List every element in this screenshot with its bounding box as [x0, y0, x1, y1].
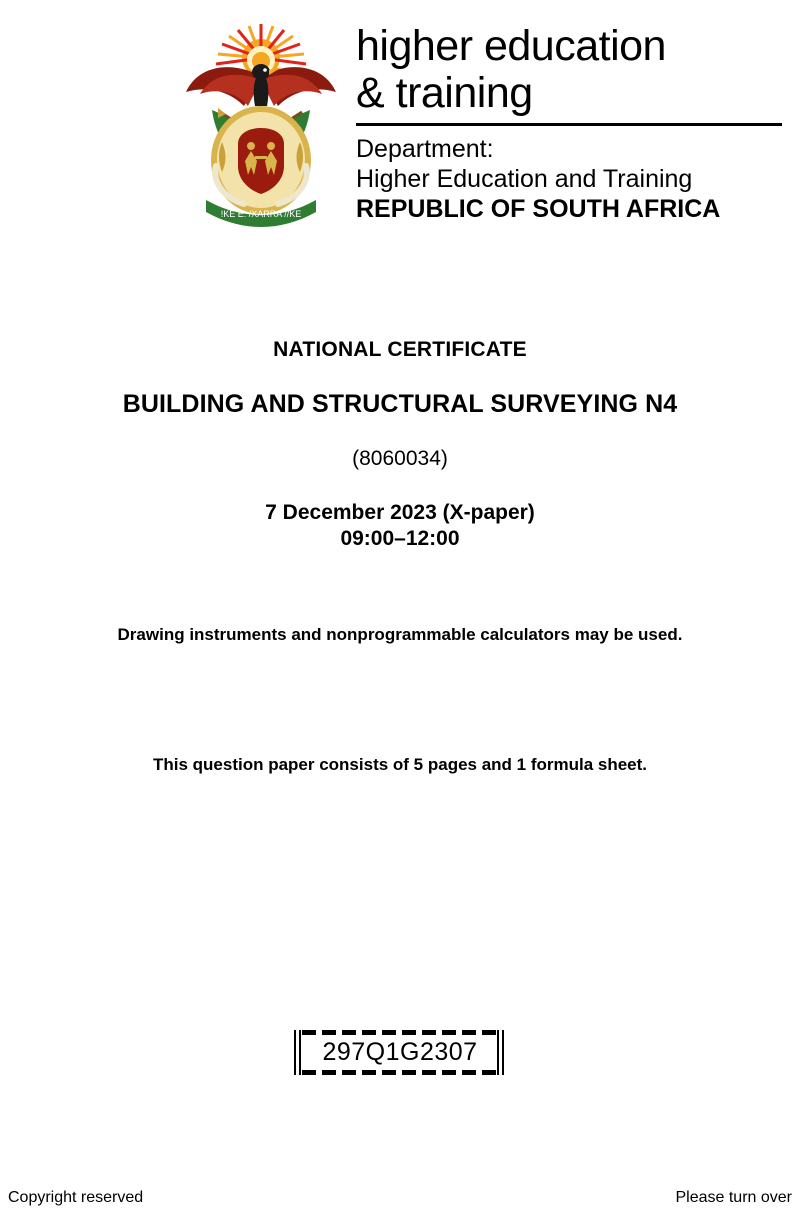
page-count-note: This question paper consists of 5 pages and 1 formula sheet. [152, 755, 648, 774]
page-footer [0, 1189, 800, 1207]
stamp-left-bars [294, 1030, 303, 1075]
certificate-title: NATIONAL CERTIFICATE [273, 338, 527, 361]
south-african-coat-of-arms-icon [172, 14, 350, 238]
barcode-stamp-wrapper [0, 1030, 800, 1075]
footer-copyright: Copyright reserved [8, 1189, 144, 1206]
letterhead [0, 0, 800, 238]
brand-title-line-2: & training [356, 69, 533, 117]
exam-time: 09:00–12:00 [340, 527, 460, 550]
exam-date: 7 December 2023 (X-paper) [265, 501, 535, 524]
brand-title-line-1: higher education [356, 22, 666, 70]
stamp-code: 297Q1G2307 [322, 1038, 478, 1066]
stamp-right-bars [497, 1030, 506, 1075]
coat-of-arms-motto: !KE E: /XARRA //KE [220, 209, 302, 219]
paper-code: (8060034) [352, 447, 448, 470]
stamp-bottom-border [302, 1070, 497, 1075]
department-name: Higher Education and Training [356, 165, 693, 193]
department-heading [350, 14, 782, 224]
department-country: REPUBLIC OF SOUTH AFRICA [356, 195, 721, 223]
subject-title: BUILDING AND STRUCTURAL SURVEYING N4 [122, 390, 678, 418]
exam-title-block [0, 338, 800, 551]
header-divider [356, 123, 782, 126]
stamp-top-border [302, 1030, 497, 1035]
instruments-note: Drawing instruments and nonprogrammable calculators may be used. [117, 625, 683, 644]
footer-turn-over: Please turn over [675, 1189, 792, 1206]
barcode-stamp [294, 1030, 505, 1075]
department-label: Department: [356, 135, 494, 163]
